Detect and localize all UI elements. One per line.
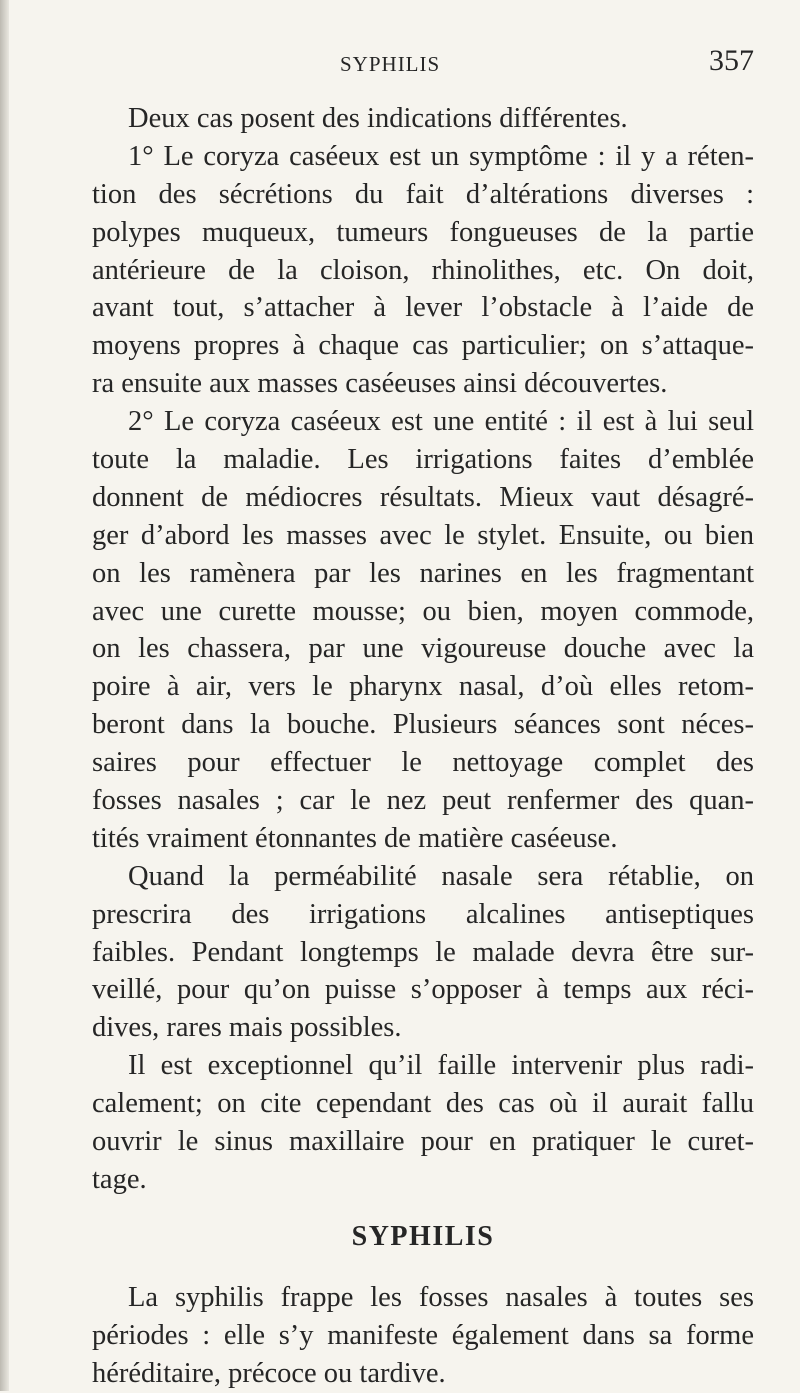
text-line: veillé, pour qu’on puisse s’opposer à temps aux réci- bbox=[92, 974, 754, 1006]
text-line: toute la maladie. Les irrigations faites d’emblée bbox=[92, 444, 754, 476]
text-line: ger d’abord les masses avec le stylet. Ensuite, ou bien bbox=[92, 519, 754, 551]
text-line: périodes : elle s’y manifeste également dans sa forme bbox=[92, 1319, 754, 1351]
paragraph bbox=[92, 403, 754, 858]
text-line: Il est exceptionnel qu’il faille intervenir plus radi- bbox=[128, 1050, 754, 1082]
text-line: faibles. Pendant longtemps le malade devra être sur- bbox=[92, 936, 754, 968]
section-body-text bbox=[92, 1279, 754, 1393]
paragraph bbox=[92, 1279, 754, 1393]
text-line: 1° Le coryza caséeux est un symptôme : il y a réten- bbox=[128, 140, 754, 172]
text-line: ra ensuite aux masses caséeuses ainsi découvertes. bbox=[92, 368, 668, 400]
text-line: tités vraiment étonnantes de matière caséeuse. bbox=[92, 822, 618, 854]
text-line: on les chassera, par une vigoureuse douche avec la bbox=[92, 633, 754, 665]
text-line: avant tout, s’attacher à lever l’obstacle à l’aide de bbox=[92, 292, 754, 324]
page-header bbox=[92, 0, 754, 100]
body-text bbox=[92, 100, 754, 1199]
paragraph bbox=[92, 100, 754, 138]
text-line: beront dans la bouche. Plusieurs séances sont néces- bbox=[92, 709, 754, 741]
text-line: saires pour effectuer le nettoyage complet des bbox=[92, 747, 754, 779]
text-line: 2° Le coryza caséeux est une entité : il est à lui seul bbox=[128, 406, 754, 438]
text-line: calement; on cite cependant des cas où il aurait fallu bbox=[92, 1088, 754, 1120]
text-line: poire à air, vers le pharynx nasal, d’où elles retom- bbox=[92, 671, 754, 703]
section-heading: SYPHILIS bbox=[351, 1220, 495, 1252]
text-line: moyens propres à chaque cas particulier; on s’attaque- bbox=[92, 330, 754, 362]
text-line: antérieure de la cloison, rhinolithes, etc. On doit, bbox=[92, 254, 754, 286]
text-line: Quand la perméabilité nasale sera rétablie, on bbox=[128, 860, 754, 892]
paragraph bbox=[92, 138, 754, 403]
text-line: La syphilis frappe les fosses nasales à toutes ses bbox=[128, 1281, 754, 1313]
text-line: on les ramènera par les narines en les fragmentant bbox=[92, 557, 754, 589]
page-number: 357 bbox=[709, 44, 754, 77]
text-line: ouvrir le sinus maxillaire pour en pratiquer le curet- bbox=[92, 1126, 754, 1158]
book-page bbox=[92, 0, 754, 1393]
text-line: fosses nasales ; car le nez peut renfermer des quan- bbox=[92, 785, 754, 817]
text-line: prescrira des irrigations alcalines antiseptiques bbox=[92, 898, 754, 930]
paragraph bbox=[92, 1047, 754, 1199]
running-head: SYPHILIS bbox=[340, 52, 441, 76]
text-line: avec une curette mousse; ou bien, moyen commode, bbox=[92, 595, 754, 627]
text-line: tion des sécrétions du fait d’altérations diverses : bbox=[92, 178, 754, 210]
text-line: donnent de médiocres résultats. Mieux vaut désagré- bbox=[92, 481, 754, 513]
paragraph bbox=[92, 858, 754, 1047]
text-line: polypes muqueux, tumeurs fongueuses de la partie bbox=[92, 216, 754, 248]
text-line: héréditaire, précoce ou tardive. bbox=[92, 1357, 446, 1389]
text-line: dives, rares mais possibles. bbox=[92, 1012, 402, 1044]
page-binding-edge bbox=[0, 0, 9, 1391]
text-line: Deux cas posent des indications différentes. bbox=[128, 103, 628, 134]
text-line: tage. bbox=[92, 1163, 147, 1195]
